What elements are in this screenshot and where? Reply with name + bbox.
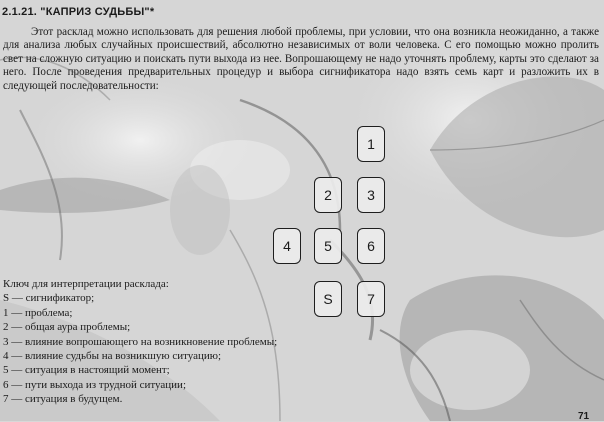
- card-position-1: 1: [357, 126, 385, 162]
- card-position-4: 4: [273, 228, 301, 264]
- card-position-s: S: [314, 281, 342, 317]
- key-item: 6 — пути выхода из трудной ситуации;: [3, 378, 186, 391]
- key-item: 3 — влияние вопрошающего на возникновение проблемы;: [3, 335, 278, 348]
- key-item: 4 — влияние судьбы на возникшую ситуацию;: [3, 350, 222, 363]
- key-item: S — сигнификатор;: [3, 292, 95, 305]
- card-position-3: 3: [357, 177, 385, 213]
- key-item: 1 — проблема;: [3, 306, 73, 319]
- key-title: Ключ для интерпретации расклада:: [3, 278, 169, 290]
- description-paragraph: [3, 26, 599, 93]
- key-item: 7 — ситуация в будущем.: [3, 393, 123, 406]
- interpretation-key: [3, 277, 277, 407]
- key-item: 2 — общая аура проблемы;: [3, 321, 131, 334]
- card-position-2: 2: [314, 177, 342, 213]
- section-heading: 2.1.21. "КАПРИЗ СУДЬБЫ"*: [2, 6, 155, 18]
- paragraph-text: Этот расклад можно использовать для решения любой проблемы, при условии, что она возникла неожиданно, а также для анализа любых случайных происшествий, абсолютно независимых от воли человека. С его помощью можно пролить свет на сложную ситуацию и поискать пути выхода из нее. Вопрошающему не надо уточнять проблему, карты это сделают за него. После проведения предварительных процедур и выбора сигнификатора надо взять семь карт и разложить их в следующей последовательности:: [3, 26, 599, 92]
- key-item: 5 — ситуация в настоящий момент;: [3, 364, 170, 377]
- card-position-5: 5: [314, 228, 342, 264]
- card-position-7: 7: [357, 281, 385, 317]
- page-number: 71: [578, 411, 590, 422]
- card-position-6: 6: [357, 228, 385, 264]
